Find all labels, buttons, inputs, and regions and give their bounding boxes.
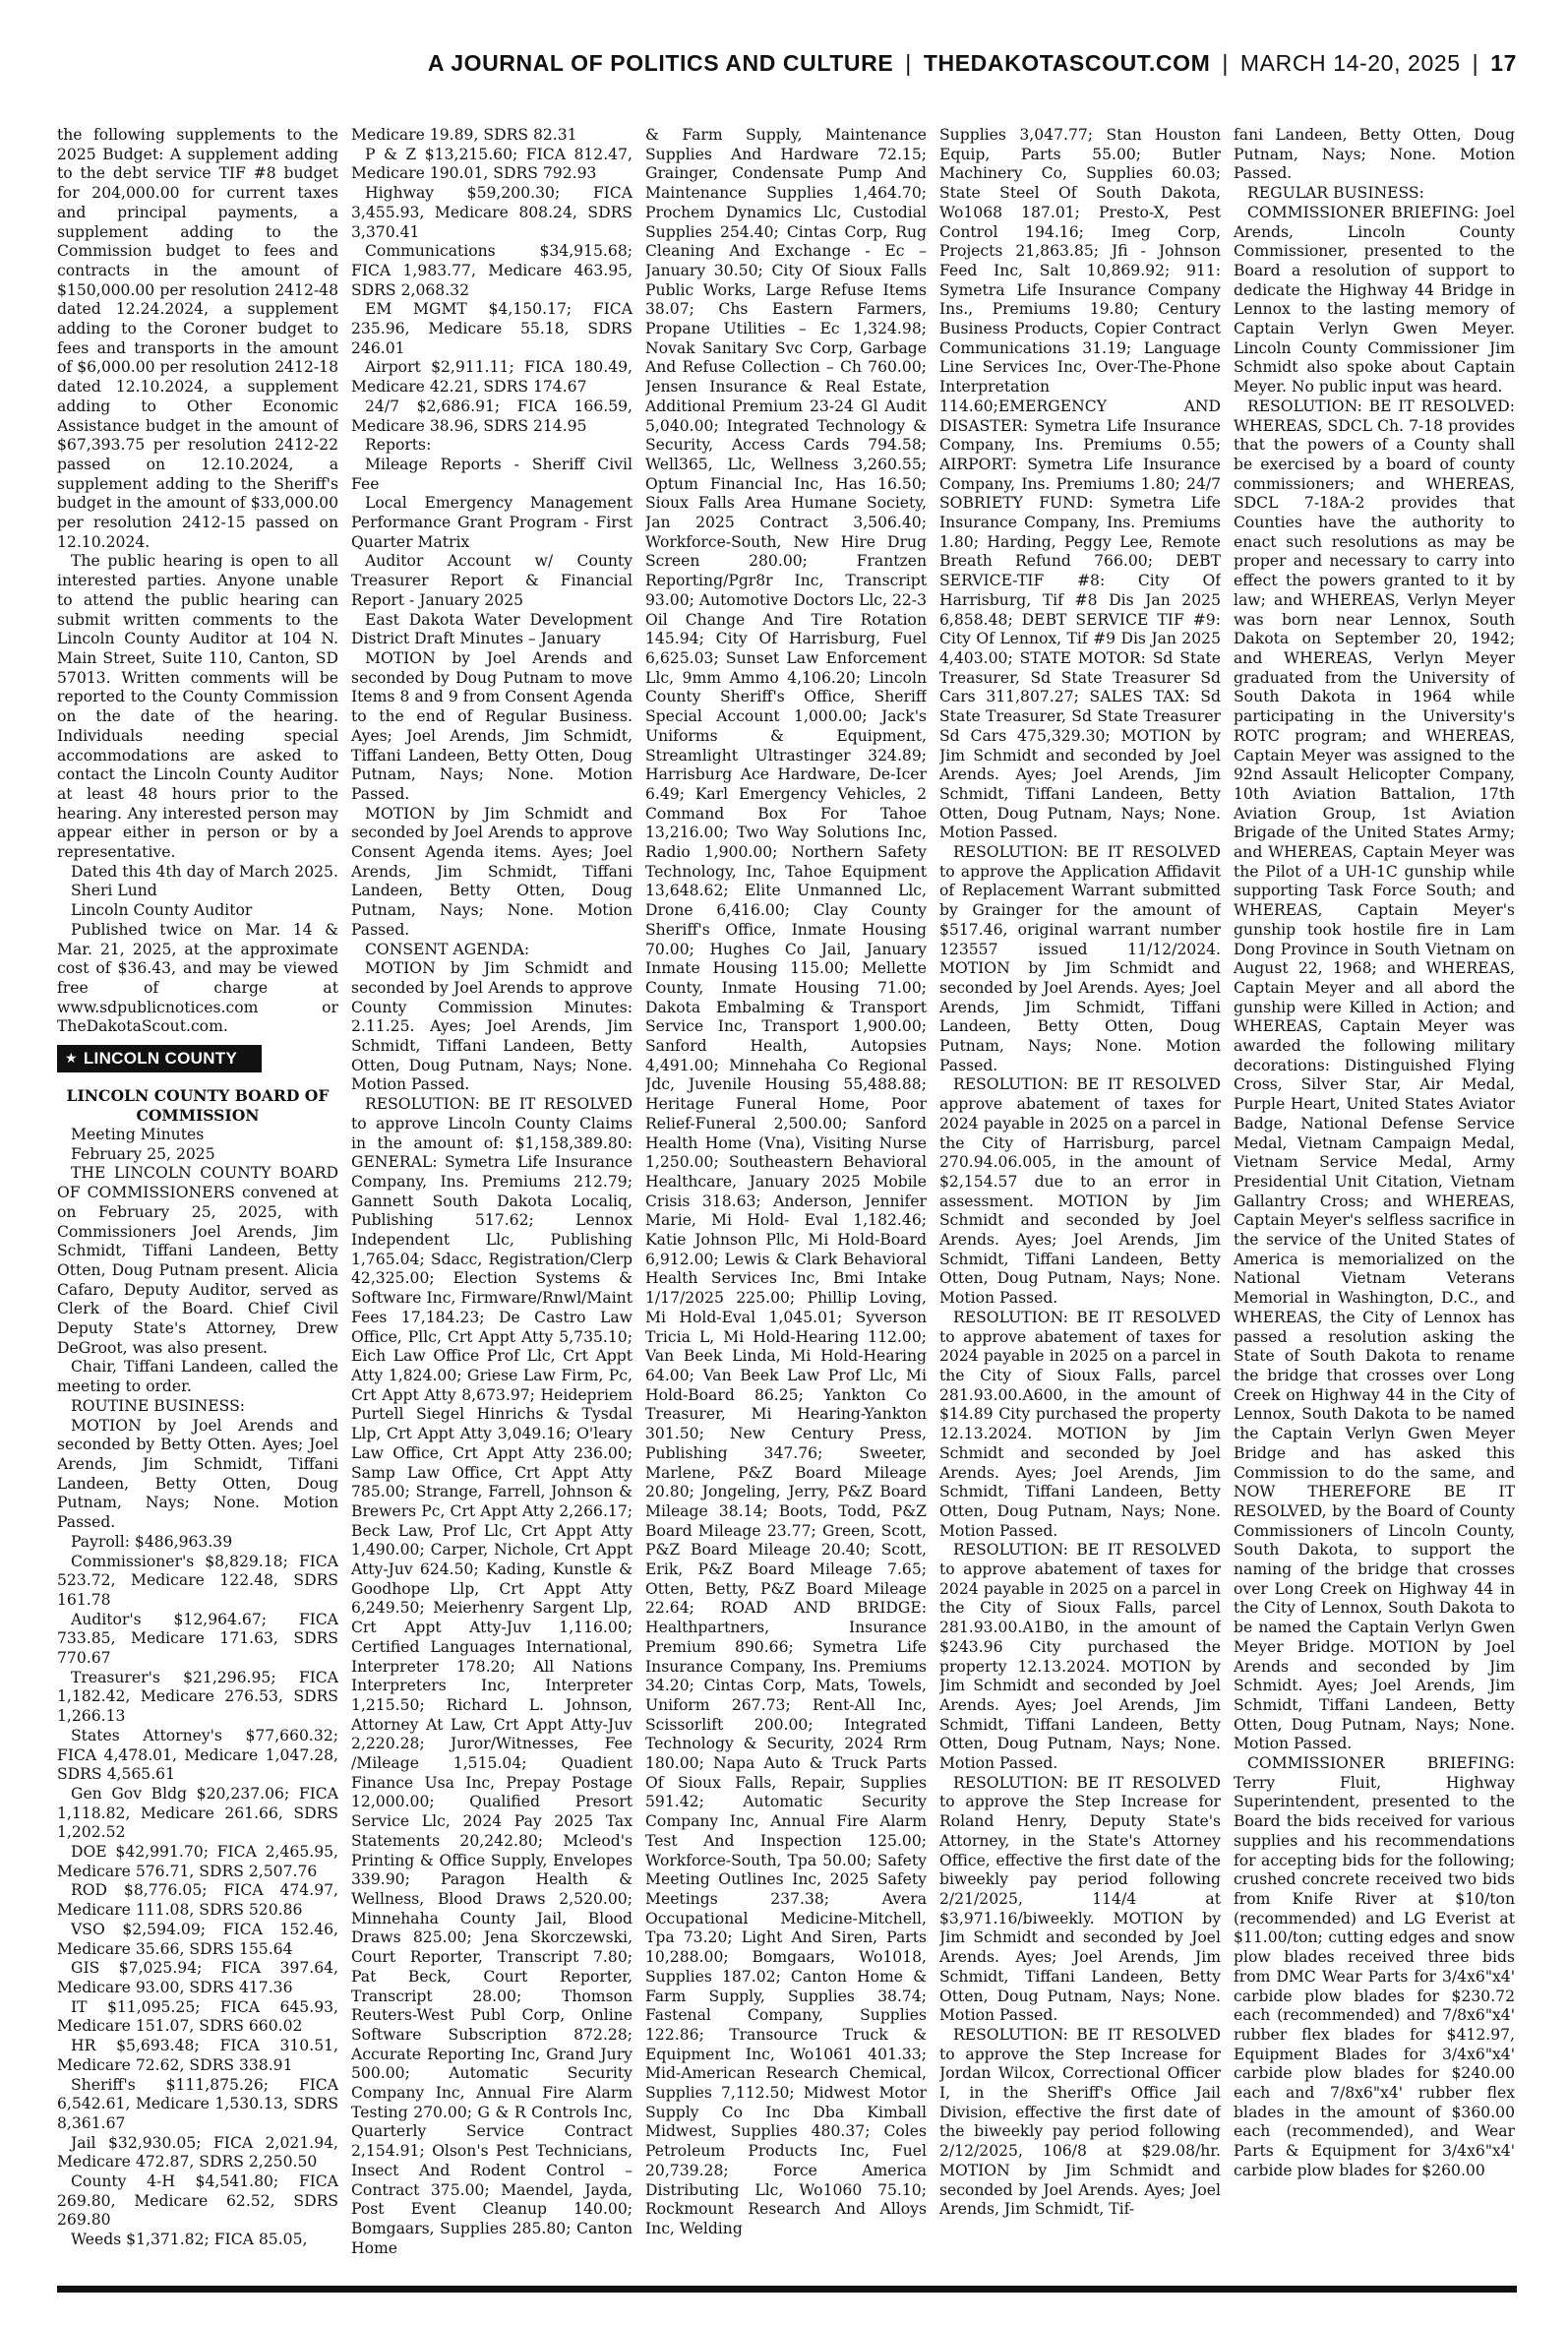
notice-paragraph: VSO $2,594.09; FICA 152.46, Medicare 35.66, SDRS 155.64 <box>57 1920 338 1958</box>
section-tag-label: LINCOLN COUNTY <box>83 1049 238 1069</box>
notice-paragraph: THE LINCOLN COUNTY BOARD OF COMMISSIONERS convened at on February 25, 2025, with Commissioners Joel Arends, Jim Schmidt, Tiffani Landeen, Betty Otten, Doug Putnam present. Alicia Cafaro, Deputy Auditor, served as Clerk of the Board. Chief Civil Deputy State's Attorney, Drew DeGroot, was also present. <box>57 1164 338 1357</box>
column-3 <box>645 126 927 2277</box>
notice-paragraph: Treasurer's $21,296.95; FICA 1,182.42, Medicare 276.53, SDRS 1,266.13 <box>57 1668 338 1726</box>
journal-tagline: A JOURNAL OF POLITICS AND CULTURE <box>427 49 894 76</box>
notice-paragraph: ROUTINE BUSINESS: <box>71 1396 246 1415</box>
notice-paragraph: Commissioner's $8,829.18; FICA 523.72, Medicare 122.48, SDRS 161.78 <box>57 1552 338 1609</box>
notice-paragraph: DOE $42,991.70; FICA 2,465.95, Medicare 576.71, SDRS 2,507.76 <box>57 1843 338 1880</box>
notice-paragraph: Gen Gov Bldg $20,237.06; FICA 1,118.82, Medicare 261.66, SDRS 1,202.52 <box>57 1784 338 1842</box>
notice-paragraph: County 4-H $4,541.80; FICA 269.80, Medicare 62.52, SDRS 269.80 <box>57 2172 338 2230</box>
notice-paragraph: COMMISSIONER BRIEFING: Joel Arends, Lincoln County Commissioner, presented to the Board a resolution of support to dedicate the Highway 44 Bridge in Lennox to the lasting memory of Captain Verlyn Gwen Meyer. Lincoln County Commissioner Jim Schmidt also spoke about Captain Meyer. No public input was heard. <box>1234 203 1515 397</box>
notice-paragraph: Supplies 3,047.77; Stan Houston Equip, Parts 55.00; Butler Machinery Co, Supplies 60.03; State Steel Of South Dakota, Wo1068 187.01; Presto-X, Pest Control 194.16; Imeg Corp, Projects 21,863.85; Jfi - Johnson Feed Inc, Salt 10,869.92; 911: Symetra Life Insurance Company Ins., Premiums 19.80; Century Business Products, Copier Contract Communications 31.19; Language Line Services Inc, Over-The-Phone Interpretation 114.60;EMERGENCY AND DISASTER: Symetra Life Insurance Company, Ins. Premiums 0.55; AIRPORT: Symetra Life Insurance Company, Ins. Premiums 1.80; 24/7 SOBRIETY FUND: Symetra Life Insurance Company, Ins. Premiums 1.80; Harding, Peggy Lee, Remote Breath Refund 766.00; DEBT SERVICE-TIF #8: City Of Harrisburg, Tif #8 Dis Jan 2025 6,858.48; DEBT SERVICE TIF #9: City Of Lennox, Tif #9 Dis Jan 2025 4,403.00; STATE MOTOR: Sd State Treasurer, Sd State Treasurer Sd Cars 311,807.27; SALES TAX: Sd State Treasurer, Sd State Treasurer Sd Cars 475,329.30; MOTION by Jim Schmidt and seconded by Joel Arends. Ayes; Joel Arends, Jim Schmidt, Tiffani Landeen, Betty Otten, Doug Putnam, Nays; None. Motion Passed. <box>939 126 1221 842</box>
notice-paragraph: East Dakota Water Development District Draft Minutes – January <box>351 610 633 648</box>
notice-paragraph: RESOLUTION: BE IT RESOLVED approve abatement of taxes for 2024 payable in 2025 on a parcel in the City of Harrisburg, parcel 270.94.06.005, in the amount of $2,154.57 due to an error in assessment. MOTION by Jim Schmidt and seconded by Joel Arends. Ayes; Joel Arends, Jim Schmidt, Tiffani Landeen, Betty Otten, Doug Putnam, Nays; None. Motion Passed. <box>939 1075 1221 1308</box>
notice-paragraph: & Farm Supply, Maintenance Supplies And Hardware 72.15; Grainger, Condensate Pump And Maintenance Supplies 1,464.70; Prochem Dynamics Llc, Custodial Supplies 254.40; Cintas Corp, Rug Cleaning And Exchange - Ec – January 30.50; City Of Sioux Falls Public Works, Large Refuse Items 38.07; Chs Eastern Farmers, Propane Utilities – Ec 1,324.98; Novak Sanitary Svc Corp, Garbage And Refuse Collection – Ch 760.00; Jensen Insurance & Real Estate, Additional Premium 23-24 Gl Audit 5,040.00; Integrated Technology & Security, Access Cards 794.58; Well365, Llc, Wellness 3,260.55; Optum Financial Inc, Has 16.50; Sioux Falls Area Humane Society, Jan 2025 Contract 3,506.40; Workforce-South, New Hire Drug Screen 280.00; Frantzen Reporting/Pgr8r Inc, Transcript 93.00; Automotive Doctors Llc, 22-3 Oil Change And Tire Rotation 145.94; City Of Harrisburg, Fuel 6,625.03; Sunset Law Enforcement Llc, 9mm Ammo 4,106.20; Lincoln County Sheriff's Office, Sheriff Special Account 1,000.00; Jack's Uniforms & Equipment, Streamlight Ultrastinger 324.89; Harrisburg Ace Hardware, De-Icer 6.49; Karl Emergency Vehicles, 2 Command Box For Tahoe 13,216.00; Two Way Solutions Inc, Radio 1,900.00; Northern Safety Technology, Inc, Tahoe Equipment 13,648.62; Elite Unmanned Llc, Drone 6,416.00; Clay County Sheriff's Office, Inmate Housing 70.00; Hughes Co Jail, January Inmate Housing 115.00; Mellette County, Inmate Housing 71.00; Dakota Embalming & Transport Service Inc, Transport 1,900.00; Sanford Health, Autopsies 4,491.00; Minnehaha Co Regional Jdc, Juvenile Housing 55,488.88; Heritage Funeral Home, Poor Relief-Funeral 2,500.00; Sanford Health Home (Vna), Visiting Nurse 1,250.00; Southeastern Behavioral Healthcare, January 2025 Mobile Crisis 318.63; Anderson, Jennifer Marie, Mi Hold- Eval 1,182.46; Katie Johnson Pllc, Mi Hold-Board 6,912.00; Lewis & Clark Behavioral Health Services Inc, Bmi Intake 1/17/2025 225.00; Phillip Loving, Mi Hold-Eval 1,045.01; Syverson Tricia L, Mi Hold-Hearing 112.00; Van Beek Linda, Mi Hold-Hearing 64.00; Van Beek Law Prof Llc, Mi Hold-Board 86.25; Yankton Co Treasurer, Mi Hearing-Yankton 301.50; New Century Press, Publishing 347.76; Sweeter, Marlene, P&Z Board Mileage 20.80; Jongeling, Jerry, P&Z Board Mileage 38.14; Boots, Todd, P&Z Board Mileage 23.77; Green, Scott, P&Z Board Mileage 20.40; Scott, Erik, P&Z Board Mileage 7.65; Otten, Betty, P&Z Board Mileage 22.64; ROAD AND BRIDGE: Healthpartners, Insurance Premium 890.66; Symetra Life Insurance Company, Ins. Premiums 34.20; Cintas Corp, Mats, Towels, Uniform 267.73; Rent-All Inc, Scissorlift 200.00; Integrated Technology & Security, 2024 Rrm 180.00; Napa Auto & Truck Parts Of Sioux Falls, Repair, Supplies 591.42; Automatic Security Company Inc, Annual Fire Alarm Test And Inspection 125.00; Workforce-South, Tpa 50.00; Safety Meeting Outlines Inc, 2025 Safety Meetings 237.38; Avera Occupational Medicine-Mitchell, Tpa 73.20; Light And Siren, Parts 10,288.00; Bomgaars, Wo1018, Supplies 187.02; Canton Home & Farm Supply, Supplies 38.74; Fastenal Company, Supplies 122.86; Transource Truck & Equipment Inc, Wo1061 401.33; Mid-American Research Chemical, Supplies 7,112.50; Midwest Motor Supply Co Inc Dba Kimball Midwest, Supplies 480.37; Coles Petroleum Products Inc, Fuel 20,739.28; Force America Distributing Llc, Wo1060 75.10; Rockmount Research And Alloys Inc, Welding <box>645 126 927 2237</box>
column-4 <box>939 126 1221 2277</box>
header-separator: | <box>905 49 912 76</box>
notice-paragraph: EM MGMT $4,150.17; FICA 235.96, Medicare 55.18, SDRS 246.01 <box>351 300 633 357</box>
notice-paragraph: 24/7 $2,686.91; FICA 166.59, Medicare 38.96, SDRS 214.95 <box>351 397 633 435</box>
notice-paragraph: Auditor's $12,964.67; FICA 733.85, Medicare 171.63, SDRS 770.67 <box>57 1610 338 1668</box>
header-separator: | <box>1222 49 1229 76</box>
notice-paragraph: February 25, 2025 <box>71 1144 215 1163</box>
column-5 <box>1234 126 1515 2277</box>
notice-paragraph: COMMISSIONER BRIEFING: Terry Fluit, Highway Superintendent, presented to the Board the bids received for various supplies and his recommendations for accepting bids for the following; crushed concrete received two bids from Knife River at $10/ton (recommended) and LG Everist at $11.00/ton; cutting edges and snow plow blades received three bids from DMC Wear Parts for 3/4x6"x4' carbide plow blades for $230.72 each (recommended) and 7/8x6"x4' rubber flex blades for $412.97, Equipment Blades for 3/4x6"x4' carbide plow blades for $240.00 each and 7/8x6"x4' rubber flex blades in the amount of $360.00 each (recommended), and Wear Parts & Equipment for 3/4x6"x4' carbide plow blades for $260.00 <box>1234 1754 1515 2179</box>
notice-paragraph: Lincoln County Auditor <box>71 901 253 920</box>
notice-paragraph: Mileage Reports - Sheriff Civil Fee <box>351 455 633 493</box>
notice-paragraph: fani Landeen, Betty Otten, Doug Putnam, Nays; None. Motion Passed. <box>1234 126 1515 183</box>
notice-paragraph: Local Emergency Management Performance Grant Program - First Quarter Matrix <box>351 494 633 551</box>
notice-paragraph: RESOLUTION: BE IT RESOLVED: WHEREAS, SDCL Ch. 7-18 provides that the powers of a County shall be exercised by a board of county commissioners; and WHEREAS, SDCL 7-18A-2 provides that Counties have the authority to enact such resolutions as may be proper and necessary to carry into effect the powers granted to it by law; and WHEREAS, Verlyn Meyer was born near Lennox, South Dakota on September 20, 1942; and WHEREAS, Verlyn Meyer graduated from the University of South Dakota in 1964 while participating in the University's ROTC program; and WHEREAS, Captain Meyer was assigned to the 92nd Assault Helicopter Company, 10th Aviation Battalion, 17th Aviation Group, 1st Aviation Brigade of the United States Army; and WHEREAS, Captain Meyer was the Pilot of a UH-1C gunship while supporting Task Force South; and WHEREAS, Captain Meyer's gunship took hostile fire in Lam Dong Province in South Vietnam on August 22, 1968; and WHEREAS, Captain Meyer and all abord the gunship were Killed in Action; and WHEREAS, Captain Meyer was awarded the following military decorations: Distinguished Flying Cross, Silver Star, Air Medal, Purple Heart, United States Aviator Badge, National Defense Service Medal, Vietnam Campaign Medal, Vietnam Service Medal, Army Presidential Unit Citation, Vietnam Gallantry Cross; and WHEREAS, Captain Meyer's selfless sacrifice in the service of the United States of America is memorialized on the National Vietnam Veterans Memorial in Washington, D.C., and WHEREAS, the City of Lennox has passed a resolution asking the State of South Dakota to rename the bridge that crosses over Long Creek on Highway 44 in the City of Lennox, South Dakota to be named the Captain Verlyn Gwen Meyer Bridge and has asked this Commission to do the same, and NOW THEREFORE BE IT RESOLVED, by the Board of County Commissioners of Lincoln County, South Dakota, to support the naming of the bridge that crosses over Long Creek on Highway 44 in the City of Lennox, South Dakota to be named the Captain Verlyn Gwen Meyer Bridge. MOTION by Joel Arends and seconded by Jim Schmidt. Ayes; Joel Arends, Jim Schmidt, Tiffani Landeen, Betty Otten, Doug Putnam, Nays; None. Motion Passed. <box>1234 397 1515 1753</box>
notice-paragraph: Highway $59,200.30; FICA 3,455.93, Medicare 808.24, SDRS 3,370.41 <box>351 184 633 241</box>
issue-date: MARCH 14-20, 2025 <box>1239 49 1461 76</box>
notice-paragraph: Chair, Tiffani Landeen, called the meeting to order. <box>57 1358 338 1396</box>
website-url[interactable]: THEDAKOTASCOUT.COM <box>923 49 1211 76</box>
notice-paragraph: States Attorney's $77,660.32; FICA 4,478.01, Medicare 1,047.28, SDRS 4,565.61 <box>57 1726 338 1784</box>
notice-paragraph: REGULAR BUSINESS: <box>1247 184 1424 203</box>
notice-paragraph: MOTION by Joel Arends and seconded by Doug Putnam to move Items 8 and 9 from Consent Agenda to the end of Regular Business. Ayes; Joel Arends, Jim Schmidt, Tiffani Landeen, Betty Otten, Doug Putnam, Nays; None. Motion Passed. <box>351 648 633 803</box>
notice-title: LINCOLN COUNTY BOARD OF COMMISSION <box>66 1086 330 1126</box>
notice-paragraph: P & Z $13,215.60; FICA 812.47, Medicare 190.01, SDRS 792.93 <box>351 145 633 183</box>
notice-paragraph: RESOLUTION: BE IT RESOLVED to approve the Step Increase for Jordan Wilcox, Correctional Officer I, in the Sheriff's Office Jail Division, effective the first date of the biweekly pay period following 2/12/2025, 106/8 at $29.08/hr. MOTION by Jim Schmidt and seconded by Joel Arends. Ayes; Joel Arends, Jim Schmidt, Tif- <box>939 2025 1221 2219</box>
page-header <box>57 43 1517 83</box>
notice-paragraph: MOTION by Joel Arends and seconded by Betty Otten. Ayes; Joel Arends, Jim Schmidt, Tiffani Landeen, Betty Otten, Doug Putnam, Nays; None. Motion Passed. <box>57 1416 338 1532</box>
notice-paragraph: Communications $34,915.68; FICA 1,983.77, Medicare 463.95, SDRS 2,068.32 <box>351 242 633 299</box>
notice-paragraph: Published twice on Mar. 14 & Mar. 21, 2025, at the approximate cost of $36.43, and may be viewed free of charge at www.sdpublicnotices.com or TheDakotaScout.com. <box>57 920 338 1036</box>
notice-paragraph: Jail $32,930.05; FICA 2,021.94, Medicare 472.87, SDRS 2,250.50 <box>57 2133 338 2172</box>
notice-paragraph: MOTION by Jim Schmidt and seconded by Joel Arends to approve County Commission Minutes: 2.11.25. Ayes; Joel Arends, Jim Schmidt, Tiffani Landeen, Betty Otten, Doug Putnam, Nays; None. Motion Passed. <box>351 959 633 1094</box>
notice-paragraph: Auditor Account w/ County Treasurer Report & Financial Report - January 2025 <box>351 552 633 609</box>
notice-paragraph: CONSENT AGENDA: <box>365 940 530 958</box>
section-tag-lincoln-county <box>57 1045 262 1072</box>
notice-paragraph: Payroll: $486,963.39 <box>71 1532 233 1551</box>
notice-paragraph: RESOLUTION: BE IT RESOLVED to approve abatement of taxes for 2024 payable in 2025 on a parcel in the City of Sioux Falls, parcel 281.93.00.A1B0, in the amount of $243.96 City purchased the property 12.13.2024. MOTION by Jim Schmidt and seconded by Joel Arends. Ayes; Joel Arends, Jim Schmidt, Tiffani Landeen, Betty Otten, Doug Putnam, Nays; None. Motion Passed. <box>939 1541 1221 1773</box>
star-icon: ★ <box>65 1050 78 1067</box>
notice-paragraph: IT $11,095.25; FICA 645.93, Medicare 151.07, SDRS 660.02 <box>57 1997 338 2036</box>
notice-paragraph: MOTION by Jim Schmidt and seconded by Joel Arends to approve Consent Agenda items. Ayes; Joel Arends, Jim Schmidt, Tiffani Landeen, Betty Otten, Doug Putnam, Nays; None. Motion Passed. <box>351 804 633 939</box>
notice-paragraph: Medicare 19.89, SDRS 82.31 <box>351 126 577 144</box>
text-columns <box>57 126 1515 2277</box>
notice-paragraph: RESOLUTION: BE IT RESOLVED to approve Lincoln County Claims in the amount of: $1,158,389.80: GENERAL: Symetra Life Insurance Company, Ins. Premiums 212.79; Gannett South Dakota Localiq, Publishing 517.62; Lennox Independent Llc, Publishing 1,765.04; Sdacc, Registration/Clerp 42,325.00; Election Systems & Software Inc, Firmware/Rnwl/Maint Fees 17,184.23; De Castro Law Office, Pllc, Crt Appt Atty 5,735.10; Eich Law Office Prof Llc, Crt Appt Atty 1,824.00; Griese Law Firm, Pc, Crt Appt Atty 8,673.97; Heidepriem Purtell Siegel Hinrichs & Tysdal Llp, Crt Appt Atty 3,049.16; O'leary Law Office, Crt Appt Atty 236.00; Samp Law Office, Crt Appt Atty 785.00; Strange, Farrell, Johnson & Brewers Pc, Crt Appt Atty 2,266.17; Beck Law, Prof Llc, Crt Appt Atty 1,490.00; Carper, Nichole, Crt Appt Atty-Juv 624.50; Kading, Kunstle & Goodhope Llp, Crt Appt Atty 6,249.50; Meierhenry Sargent Llp, Crt Appt Atty-Juv 1,116.00; Certified Languages International, Interpreter 178.20; All Nations Interpreters Inc, Interpreter 1,215.50; Richard L. Johnson, Attorney At Law, Crt Appt Atty-Juv 2,220.28; Juror/Witnesses, Fee /Mileage 1,515.04; Quadient Finance Usa Inc, Prepay Postage 12,000.00; Qualified Presort Service Llc, 2024 Pay 2025 Tax Statements 20,242.80; Mcleod's Printing & Office Supply, Envelopes 339.90; Paragon Health & Wellness, Blood Draws 2,520.00; Minnehaha County Jail, Blood Draws 825.00; Jena Skorczewski, Court Reporter, Transcript 7.80; Pat Beck, Court Reporter, Transcript 28.00; Thomson Reuters-West Publ Corp, Online Software Subscription 872.28; Accurate Reporting Inc, Grand Jury 500.00; Automatic Security Company Inc, Annual Fire Alarm Testing 270.00; G & R Controls Inc, Quarterly Service Contract 2,154.91; Olson's Pest Technicians, Insect And Rodent Control – Contract 375.00; Maendel, Jayda, Post Event Cleanup 140.00; Bomgaars, Supplies 285.80; Canton Home <box>351 1095 633 2257</box>
notice-paragraph: RESOLUTION: BE IT RESOLVED to approve the Step Increase for Roland Henry, Deputy State's Attorney, in the State's Attorney Office, effective the first date of the biweekly pay period following 2/21/2025, 114/4 at $3,971.16/biweekly. MOTION by Jim Schmidt and seconded by Joel Arends. Ayes; Joel Arends, Jim Schmidt, Tiffani Landeen, Betty Otten, Doug Putnam, Nays; None. Motion Passed. <box>939 1773 1221 2025</box>
notice-paragraph: the following supplements to the 2025 Budget: A supplement adding to the debt service TIF #8 budget for 204,000.00 for current taxes and principal payments, a supplement adding to the Commission budget to fees and contracts in the amount of $150,000.00 per resolution 2412-48 dated 12.24.2024, a supplement adding to the Coroner budget to fees and transports in the amount of $6,000.00 per resolution 2412-18 dated 12.10.2024, a supplement adding to Other Economic Assistance budget in the amount of $67,393.75 per resolution 2412-22 passed on 12.10.2024, a supplement adding to the Sheriff's budget in the amount of $33,000.00 per resolution 2412-15 passed on 12.10.2024. <box>57 126 338 551</box>
notice-paragraph: HR $5,693.48; FICA 310.51, Medicare 72.62, SDRS 338.91 <box>57 2037 338 2074</box>
notice-paragraph: RESOLUTION: BE IT RESOLVED to approve abatement of taxes for 2024 payable in 2025 on a parcel in the City of Sioux Falls, parcel 281.93.00.A600, in the amount of $14.89 City purchased the property 12.13.2024. MOTION by Jim Schmidt and seconded by Joel Arends. Ayes; Joel Arends, Jim Schmidt, Tiffani Landeen, Betty Otten, Doug Putnam, Nays; None. Motion Passed. <box>939 1308 1221 1540</box>
page-number: 17 <box>1490 49 1517 76</box>
notice-paragraph: Meeting Minutes <box>71 1126 205 1144</box>
notice-paragraph: Weeds $1,371.82; FICA 85.05, <box>71 2231 308 2249</box>
notice-paragraph: Reports: <box>365 436 432 455</box>
notice-paragraph: Sheri Lund <box>71 882 157 900</box>
notice-paragraph: Airport $2,911.11; FICA 180.49, Medicare 42.21, SDRS 174.67 <box>351 358 633 397</box>
column-2 <box>351 126 633 2277</box>
notice-paragraph: ROD $8,776.05; FICA 474.97, Medicare 111.08, SDRS 520.86 <box>57 1881 338 1920</box>
notice-paragraph: The public hearing is open to all interested parties. Anyone unable to attend the public hearing can submit written comments to the Lincoln County Auditor at 104 N. Main Street, Suite 110, Canton, SD 57013. Written comments will be reported to the County Commission on the date of the hearing. Individuals needing special accommodations are asked to contact the Lincoln County Auditor at least 48 hours prior to the hearing. Any interested person may appear either in person or by a representative. <box>57 552 338 862</box>
bottom-rule <box>57 2286 1517 2293</box>
notice-paragraph: GIS $7,025.94; FICA 397.64, Medicare 93.00, SDRS 417.36 <box>57 1959 338 1996</box>
notice-paragraph: Sheriff's $111,875.26; FICA 6,542.61, Medicare 1,530.13, SDRS 8,361.67 <box>57 2075 338 2132</box>
notice-paragraph: Dated this 4th day of March 2025. <box>71 862 338 881</box>
header-separator: | <box>1472 49 1479 76</box>
column-1 <box>57 126 338 2277</box>
notice-paragraph: RESOLUTION: BE IT RESOLVED to approve the Application Affidavit of Replacement Warrant submitted by Grainger for the amount of $517.46, original warrant number 123557 issued 11/12/2024. MOTION by Jim Schmidt and seconded by Joel Arends. Ayes; Joel Arends, Jim Schmidt, Tiffani Landeen, Betty Otten, Doug Putnam, Nays; None. Motion Passed. <box>939 843 1221 1074</box>
